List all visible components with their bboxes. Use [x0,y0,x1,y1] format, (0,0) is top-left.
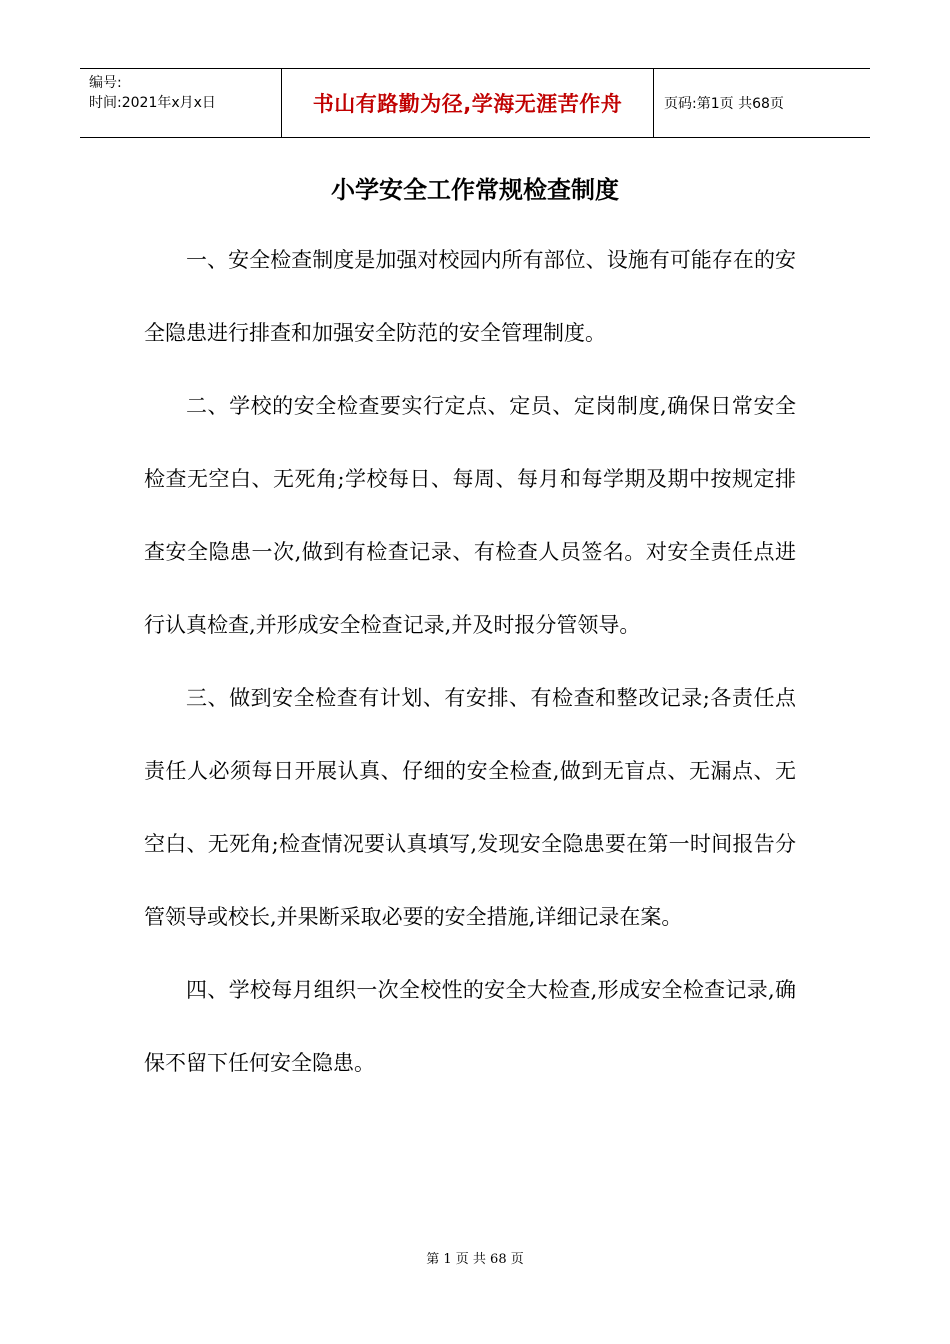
document-number-label: 编号: [89,75,122,91]
document-body [144,224,796,1100]
document-title: 小学安全工作常规检查制度 [331,176,619,204]
paragraph-2: 二、学校的安全检查要实行定点、定员、定岗制度,确保日常安全检查无空白、无死角;学校每日、每周、每月和每学期及期中按规定排查安全隐患一次,做到有检查记录、有检查人员签名。对安全责任点进行认真检查,并形成安全检查记录,并及时报分管领导。 [144,394,796,637]
document-time-label: 时间:2021年x月x日 [89,95,216,111]
header-page-info: 页码:第1页 共68页 [664,96,784,112]
header-motto: 书山有路勤为径,学海无涯苦作舟 [282,69,654,137]
paragraph-1: 一、安全检查制度是加强对校园内所有部位、设施有可能存在的安全隐患进行排查和加强安全防范的安全管理制度。 [144,248,796,345]
paragraph-4: 四、学校每月组织一次全校性的安全大检查,形成安全检查记录,确保不留下任何安全隐患。 [144,978,796,1075]
paragraph-3: 三、做到安全检查有计划、有安排、有检查和整改记录;各责任点责任人必须每日开展认真、仔细的安全检查,做到无盲点、无漏点、无空白、无死角;检查情况要认真填写,发现安全隐患要在第一时间报告分管领导或校长,并果断采取必要的安全措施,详细记录在案。 [144,686,796,929]
page-header [80,68,870,138]
header-meta [80,69,282,137]
page-footer: 第 1 页 共 68 页 [426,1252,524,1267]
